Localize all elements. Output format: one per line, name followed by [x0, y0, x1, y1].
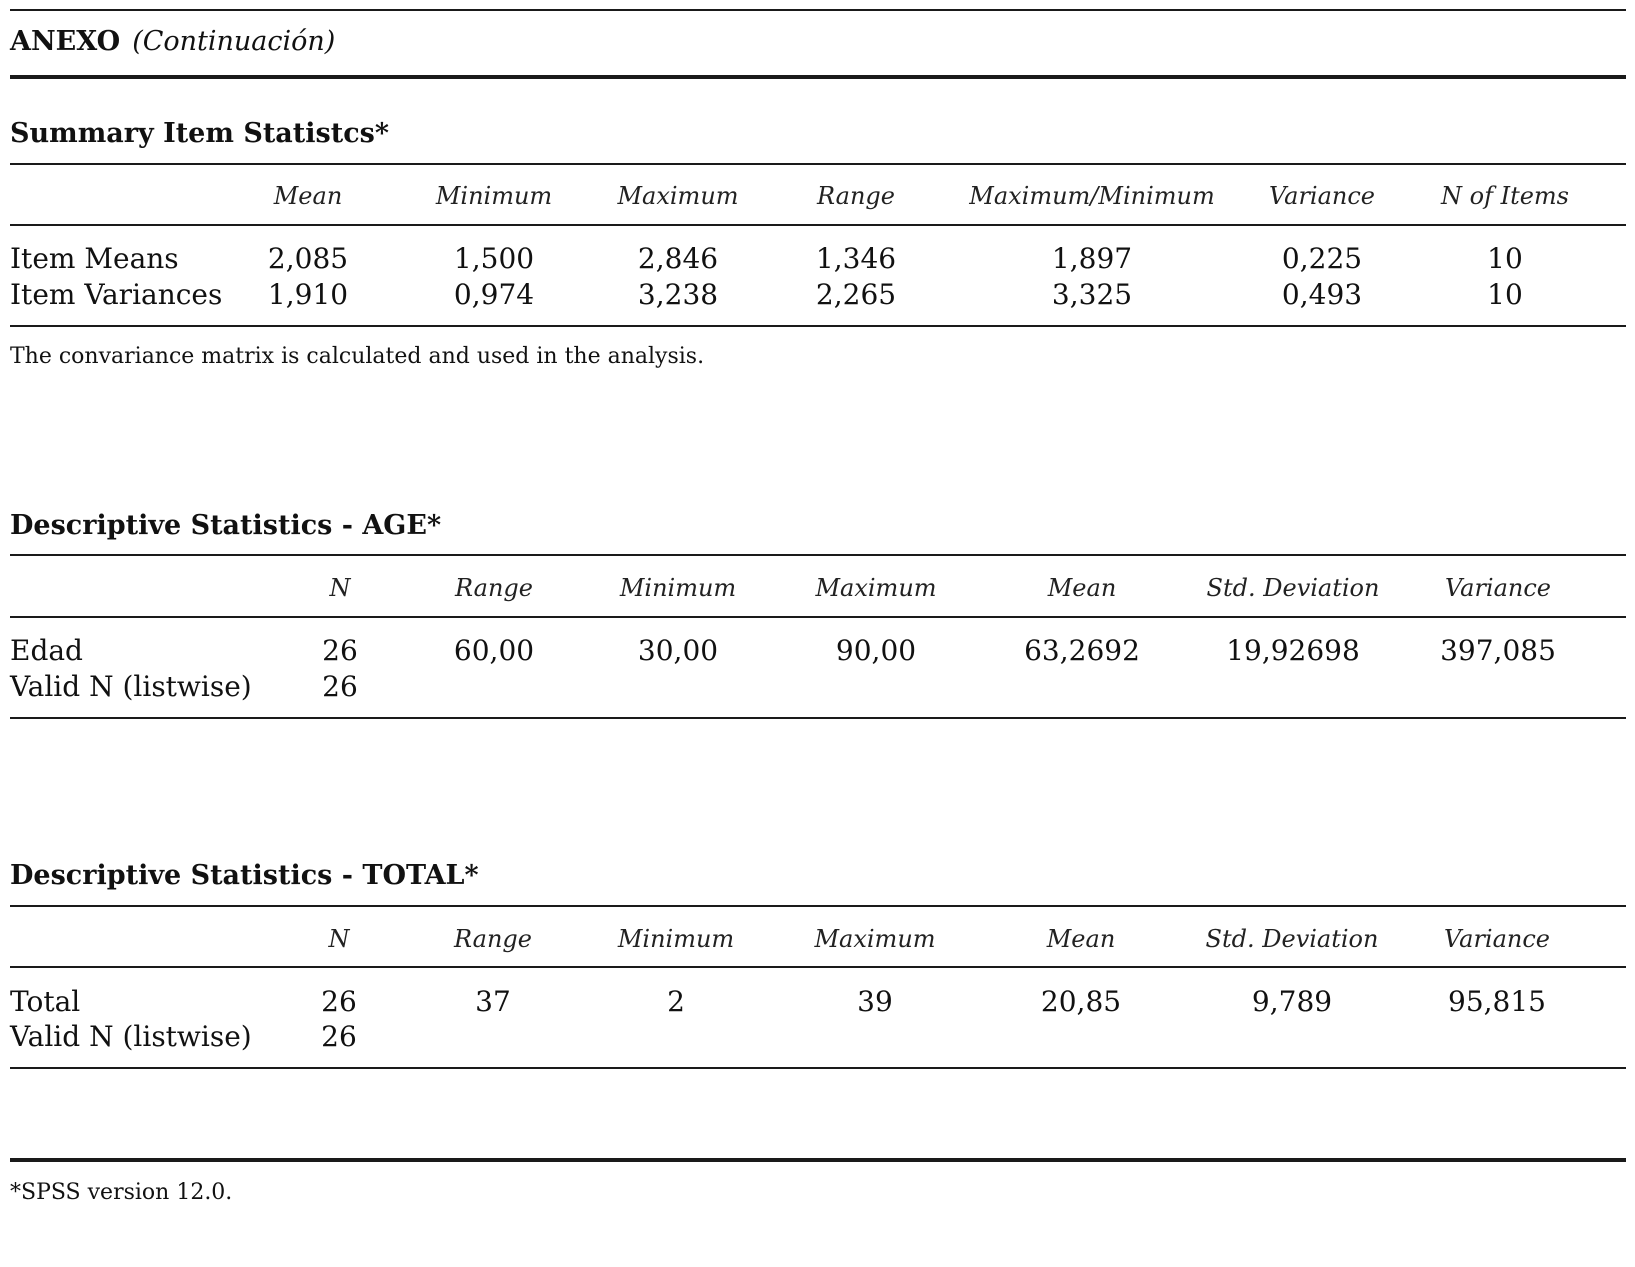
summary-row-label: Item Means [10, 242, 179, 275]
summary-cell: 10 [1487, 278, 1523, 311]
summary-cell: 1,500 [453, 242, 535, 275]
summary-header-mean: Mean [273, 182, 343, 210]
summary-cell: 0,493 [1281, 278, 1363, 311]
age-cell: 63,2692 [1024, 634, 1140, 667]
summary-cell: 3,238 [637, 278, 719, 311]
age-bottom-rule [10, 717, 1626, 719]
age-cell: 26 [322, 634, 358, 667]
age-header-std-deviation: Std. Deviation [1206, 574, 1380, 602]
summary-bottom-rule [10, 325, 1626, 327]
summary-header-max-min: Maximum/Minimum [969, 182, 1215, 210]
age-cell: 19,92698 [1226, 634, 1360, 667]
summary-table-top-rule [10, 163, 1626, 165]
annex-heading-rule [10, 75, 1626, 79]
summary-cell: 1,346 [815, 242, 897, 275]
total-cell: 39 [857, 985, 893, 1018]
summary-table-title: Summary Item Statistcs* [10, 118, 389, 149]
total-table-top-rule [10, 905, 1626, 907]
summary-cell: 2,846 [637, 242, 719, 275]
summary-cell: 0,974 [453, 278, 535, 311]
total-cell: 2 [667, 985, 685, 1018]
footnote: *SPSS version 12.0. [10, 1180, 233, 1205]
total-header-n: N [328, 925, 350, 953]
total-cell: 9,789 [1251, 985, 1333, 1018]
age-row-label: Edad [10, 634, 83, 667]
summary-cell: 0,225 [1281, 242, 1363, 275]
summary-cell: 10 [1487, 242, 1523, 275]
age-header-minimum: Minimum [619, 574, 737, 602]
total-header-std-deviation: Std. Deviation [1205, 925, 1379, 953]
age-row-label: Valid N (listwise) [10, 670, 252, 703]
total-header-rule [10, 966, 1626, 968]
summary-row-label: Item Variances [10, 278, 223, 311]
total-header-maximum: Maximum [814, 925, 936, 953]
summary-header-minimum: Minimum [435, 182, 553, 210]
summary-header-range: Range [817, 182, 895, 210]
summary-cell: 2,085 [267, 242, 349, 275]
annex-heading [10, 28, 335, 55]
top-rule [10, 9, 1626, 11]
summary-cell: 1,910 [267, 278, 349, 311]
summary-note: The convariance matrix is calculated and used in the analysis. [10, 344, 705, 369]
summary-header-variance: Variance [1269, 182, 1375, 210]
total-cell: 37 [475, 985, 511, 1018]
total-header-minimum: Minimum [617, 925, 735, 953]
footnote-rule [10, 1158, 1626, 1162]
age-header-range: Range [455, 574, 533, 602]
total-header-range: Range [454, 925, 532, 953]
age-header-n: N [329, 574, 351, 602]
total-row-label: Valid N (listwise) [10, 1020, 252, 1053]
total-cell: 20,85 [1040, 985, 1122, 1018]
summary-cell: 3,325 [1051, 278, 1133, 311]
summary-cell: 1,897 [1051, 242, 1133, 275]
summary-cell: 2,265 [815, 278, 897, 311]
total-table-title: Descriptive Statistics - TOTAL* [10, 860, 479, 891]
age-cell: 26 [322, 670, 358, 703]
total-header-variance: Variance [1444, 925, 1550, 953]
age-table-top-rule [10, 554, 1626, 556]
total-cell: 95,815 [1448, 985, 1546, 1018]
total-cell: 26 [321, 1020, 357, 1053]
age-header-variance: Variance [1445, 574, 1551, 602]
age-header-mean: Mean [1047, 574, 1117, 602]
summary-header-n-items: N of Items [1441, 182, 1569, 210]
total-row-label: Total [10, 985, 81, 1018]
age-header-rule [10, 616, 1626, 618]
age-header-maximum: Maximum [815, 574, 937, 602]
summary-header-maximum: Maximum [617, 182, 739, 210]
age-cell: 60,00 [453, 634, 535, 667]
total-cell: 26 [321, 985, 357, 1018]
annex-title: ANEXO [10, 26, 121, 57]
age-table-title: Descriptive Statistics - AGE* [10, 510, 442, 541]
total-bottom-rule [10, 1067, 1626, 1069]
age-cell: 90,00 [835, 634, 917, 667]
age-cell: 397,085 [1440, 634, 1556, 667]
total-header-mean: Mean [1046, 925, 1116, 953]
summary-header-rule [10, 224, 1626, 226]
age-cell: 30,00 [637, 634, 719, 667]
annex-subtitle: (Continuación) [132, 26, 336, 57]
